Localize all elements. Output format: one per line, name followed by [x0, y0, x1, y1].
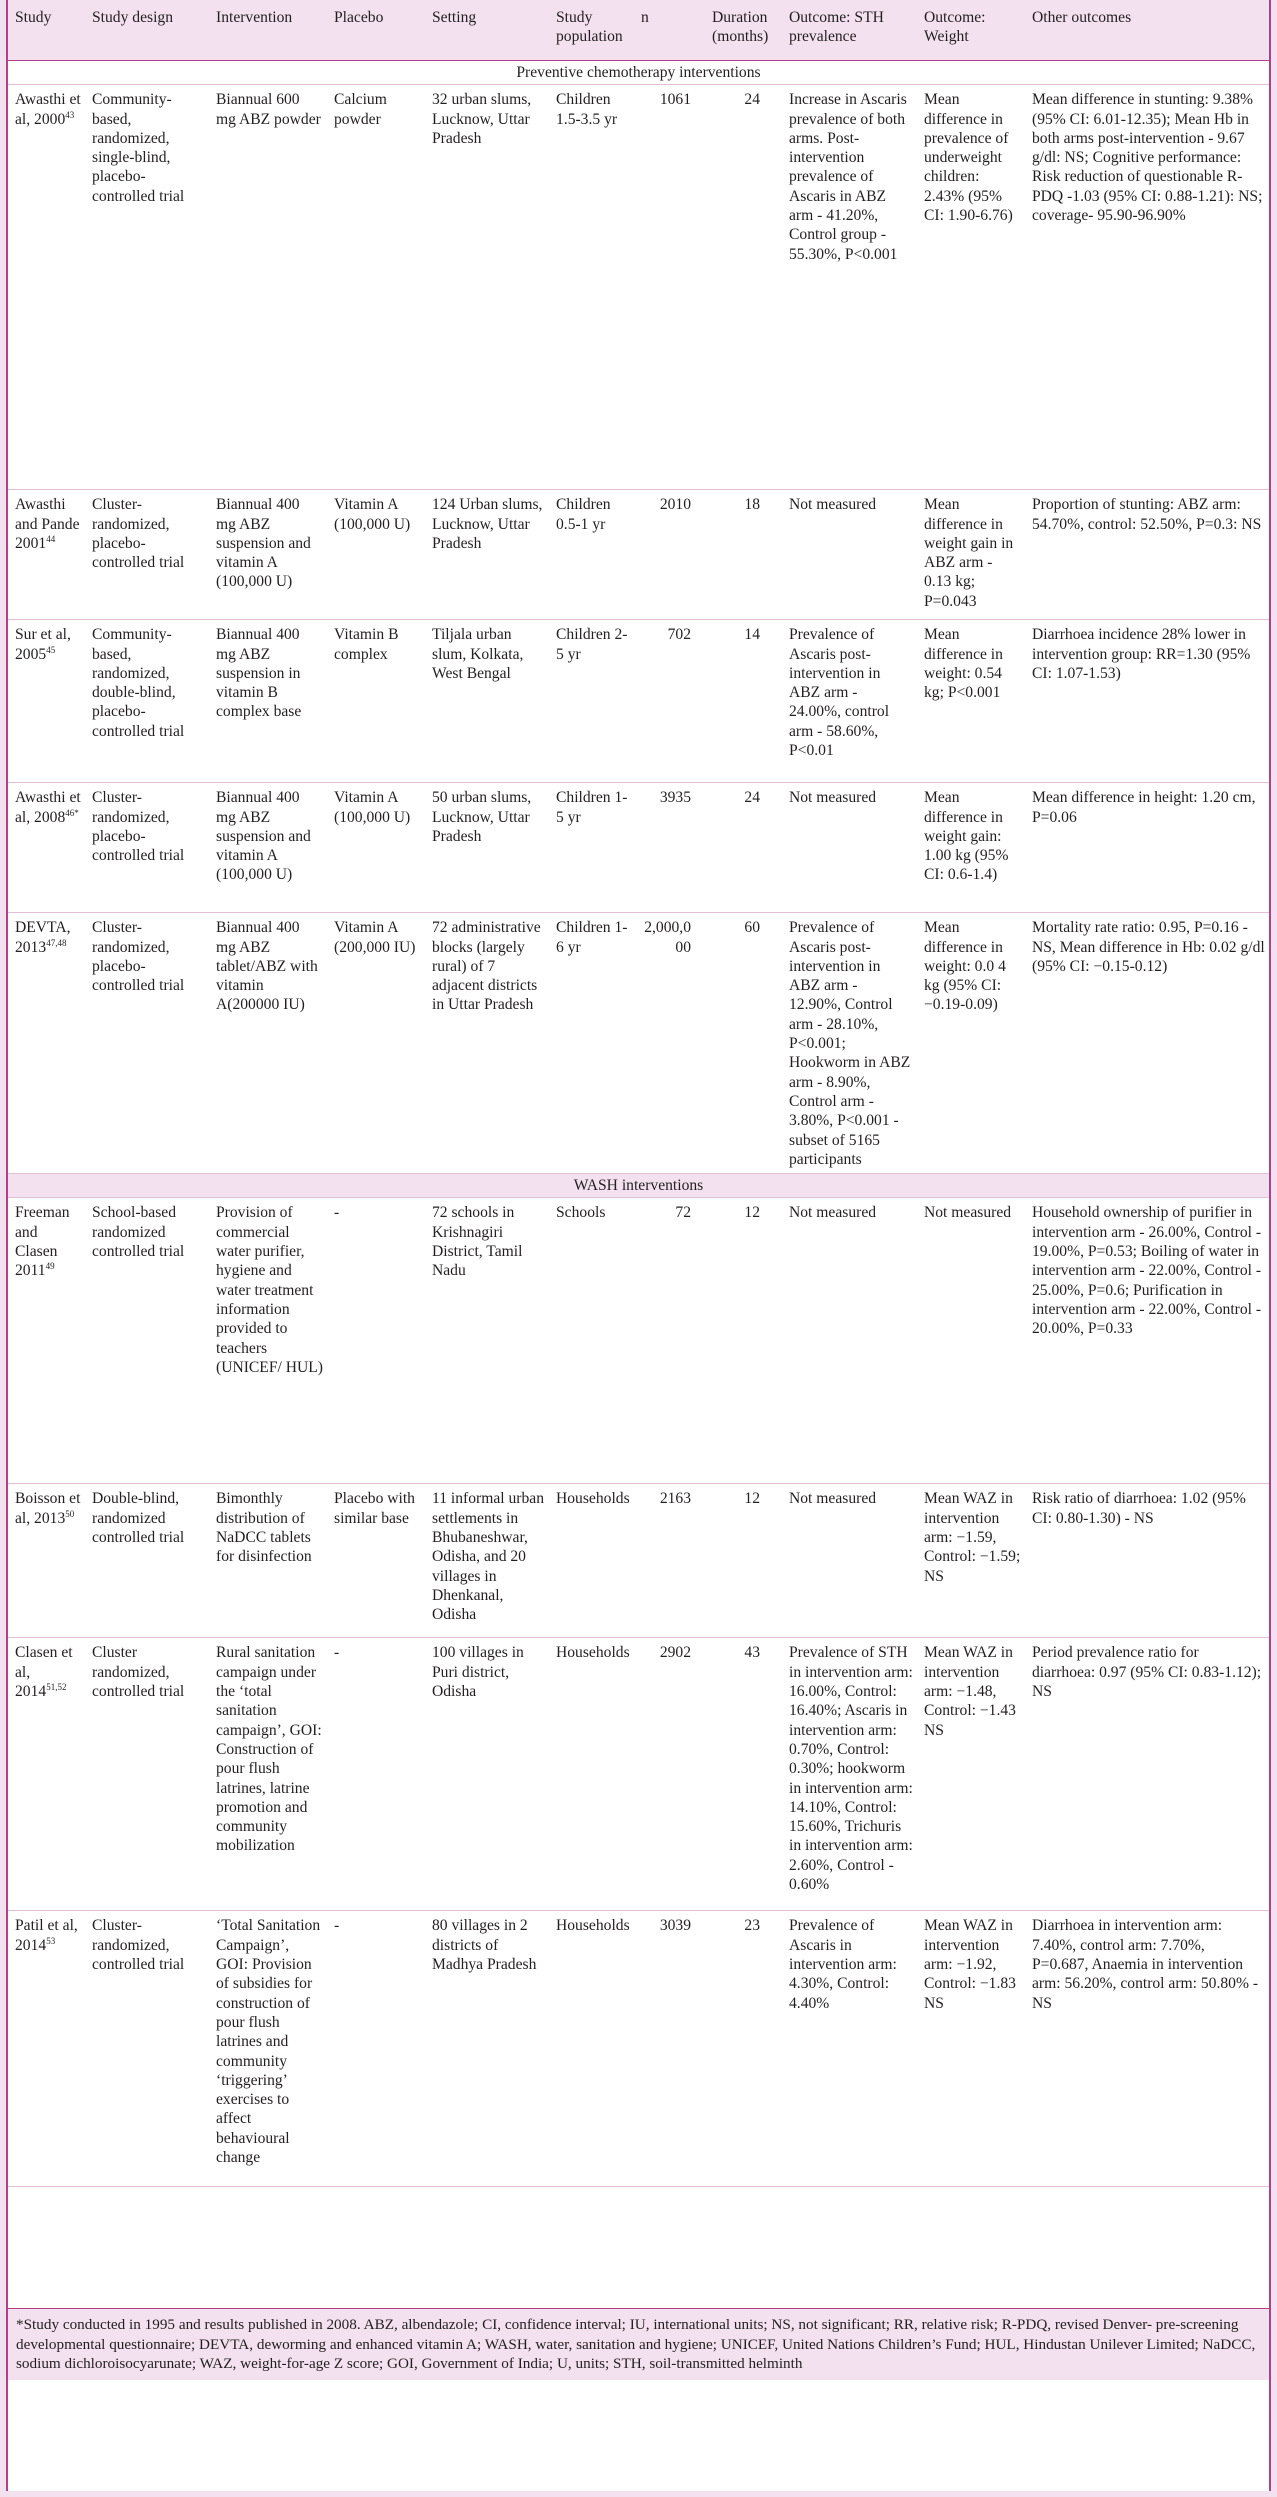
intervention-cell: ‘Total Sanitation Campaign’, GOI: Provision of subsidies for construction of pour flush latrines and community ‘triggering’ exercises to affect behavioural change: [209, 1911, 327, 2187]
intervention-cell: Biannual 400 mg ABZ suspension and vitamin A (100,000 U): [209, 783, 327, 913]
design-cell: Cluster-randomized, controlled trial: [85, 1911, 209, 2187]
study-cell: [8, 490, 85, 620]
table-header: [8, 0, 1269, 61]
table-row: [8, 1911, 1269, 2187]
weight-cell: Mean difference in weight: 0.0 4 kg (95% CI: −0.19-0.09): [917, 913, 1025, 1174]
placebo-cell: -: [327, 1911, 425, 2187]
duration-cell: 12: [705, 1484, 782, 1638]
study-cell: [8, 85, 85, 490]
design-cell: Double-blind, randomized controlled trial: [85, 1484, 209, 1638]
population-cell: Households: [549, 1911, 634, 2187]
reference-superscript: 46*: [65, 807, 79, 818]
intervention-cell: Provision of commercial water purifier, hygiene and water treatment information provided to teachers (UNICEF/ HUL): [209, 1198, 327, 1484]
duration-cell: 14: [705, 620, 782, 783]
table-body: [8, 61, 1269, 2187]
other-outcomes-cell: Risk ratio of diarrhoea: 1.02 (95% CI: 0.80-1.30) - NS: [1025, 1484, 1269, 1638]
weight-cell: Mean WAZ in intervention arm: −1.92, Control: −1.83 NS: [917, 1911, 1025, 2187]
study-name: Awasthi et al, 2000: [15, 91, 81, 128]
section-title: Preventive chemotherapy interventions: [8, 61, 1269, 85]
other-outcomes-cell: Mean difference in stunting: 9.38% (95% CI: 6.01-12.35); Mean Hb in both arms post-intervention - 9.67 g/dl: NS; Cognitive performance: Risk reduction of questionable R-PDQ -1.03 (95% CI: 0.88-1.21): NS; coverage- 95.90-96.90%: [1025, 85, 1269, 490]
population-cell: Children 1-6 yr: [549, 913, 634, 1174]
duration-cell: 12: [705, 1198, 782, 1484]
study-name: Freeman and Clasen 2011: [15, 1204, 70, 1280]
sth-prevalence-cell: Prevalence of Ascaris post-intervention in ABZ arm - 24.00%, control arm - 58.60%, P<0.01: [782, 620, 917, 783]
other-outcomes-cell: Mortality rate ratio: 0.95, P=0.16 - NS, Mean difference in Hb: 0.02 g/dl (95% CI: −0.15-0.12): [1025, 913, 1269, 1174]
setting-cell: Tiljala urban slum, Kolkata, West Bengal: [425, 620, 549, 783]
study-name: Boisson et al, 2013: [15, 1490, 81, 1527]
table-row: [8, 1638, 1269, 1911]
section-title: WASH interventions: [8, 1174, 1269, 1198]
population-cell: Households: [549, 1484, 634, 1638]
population-cell: Children 1.5-3.5 yr: [549, 85, 634, 490]
other-outcomes-cell: Period prevalence ratio for diarrhoea: 0.97 (95% CI: 0.83-1.12); NS: [1025, 1638, 1269, 1911]
population-cell: Schools: [549, 1198, 634, 1484]
n-cell: 2010: [634, 490, 705, 620]
setting-cell: 72 administrative blocks (largely rural) of 7 adjacent districts in Uttar Pradesh: [425, 913, 549, 1174]
n-cell: 72: [634, 1198, 705, 1484]
sth-prevalence-cell: Not measured: [782, 1198, 917, 1484]
reference-superscript: 47,48: [46, 937, 67, 948]
placebo-cell: Vitamin A (200,000 IU): [327, 913, 425, 1174]
column-header: n: [641, 9, 649, 26]
sth-prevalence-cell: Increase in Ascaris prevalence of both arms. Post-intervention prevalence of Ascaris in ABZ arm - 41.20%, Control group - 55.30%, P<0.001: [782, 85, 917, 490]
study-cell: [8, 620, 85, 783]
intervention-cell: Biannual 600 mg ABZ powder: [209, 85, 327, 490]
design-cell: Cluster-randomized, placebo-controlled trial: [85, 913, 209, 1174]
setting-cell: 32 urban slums, Lucknow, Uttar Pradesh: [425, 85, 549, 490]
n-cell: 3935: [634, 783, 705, 913]
weight-cell: Mean difference in prevalence of underweight children: 2.43% (95% CI: 1.90-6.76): [917, 85, 1025, 490]
section-row: [8, 1174, 1269, 1198]
study-cell: [8, 1911, 85, 2187]
weight-cell: Mean WAZ in intervention arm: −1.59, Control: −1.59; NS: [917, 1484, 1025, 1638]
study-name: Patil et al, 2014: [15, 1917, 78, 1954]
other-outcomes-cell: Proportion of stunting: ABZ arm: 54.70%, control: 52.50%, P=0.3: NS: [1025, 490, 1269, 620]
weight-cell: Mean WAZ in intervention arm: −1.48, Control: −1.43 NS: [917, 1638, 1025, 1911]
study-cell: [8, 913, 85, 1174]
reference-superscript: 45: [46, 644, 56, 655]
setting-cell: 50 urban slums, Lucknow, Uttar Pradesh: [425, 783, 549, 913]
population-cell: Children 1-5 yr: [549, 783, 634, 913]
column-header: Placebo: [334, 9, 384, 26]
sth-prevalence-cell: Not measured: [782, 783, 917, 913]
duration-cell: 24: [705, 85, 782, 490]
duration-cell: 23: [705, 1911, 782, 2187]
table-row: [8, 490, 1269, 620]
column-header: Study design: [92, 9, 174, 26]
study-name: DEVTA, 2013: [15, 919, 71, 956]
n-cell: 2,000,000: [634, 913, 705, 1174]
duration-cell: 43: [705, 1638, 782, 1911]
weight-cell: Not measured: [917, 1198, 1025, 1484]
other-outcomes-cell: Diarrhoea in intervention arm: 7.40%, control arm: 7.70%, P=0.687, Anaemia in intervention arm: 56.20%, control arm: 50.80% - NS: [1025, 1911, 1269, 2187]
setting-cell: 80 villages in 2 districts of Madhya Pradesh: [425, 1911, 549, 2187]
intervention-cell: Biannual 400 mg ABZ suspension in vitamin B complex base: [209, 620, 327, 783]
weight-cell: Mean difference in weight gain: 1.00 kg (95% CI: 0.6-1.4): [917, 783, 1025, 913]
design-cell: Cluster-randomized, placebo-controlled trial: [85, 490, 209, 620]
population-cell: Households: [549, 1638, 634, 1911]
table-row: [8, 913, 1269, 1174]
table-page: [6, 0, 1271, 2491]
population-cell: Children 2-5 yr: [549, 620, 634, 783]
reference-superscript: 49: [45, 1261, 55, 1272]
placebo-cell: Placebo with similar base: [327, 1484, 425, 1638]
design-cell: Cluster-randomized, placebo-controlled trial: [85, 783, 209, 913]
study-cell: [8, 1198, 85, 1484]
placebo-cell: Vitamin A (100,000 U): [327, 490, 425, 620]
weight-cell: Mean difference in weight: 0.54 kg; P<0.001: [917, 620, 1025, 783]
design-cell: Community-based, randomized, double-blind, placebo-controlled trial: [85, 620, 209, 783]
duration-cell: 18: [705, 490, 782, 620]
placebo-cell: -: [327, 1198, 425, 1484]
design-cell: Cluster randomized, controlled trial: [85, 1638, 209, 1911]
other-outcomes-cell: Diarrhoea incidence 28% lower in intervention group: RR=1.30 (95% CI: 1.07-1.53): [1025, 620, 1269, 783]
sth-prevalence-cell: Prevalence of Ascaris post-intervention in ABZ arm - 12.90%, Control arm - 28.10%, P<0.001; Hookworm in ABZ arm - 8.90%, Control arm - 3.80%, P<0.001 - subset of 5165 participants: [782, 913, 917, 1174]
table-footnote: *Study conducted in 1995 and results published in 2008. ABZ, albendazole; CI, confidence interval; IU, international units; NS, not significant; RR, relative risk; R-PDQ, revised Denver- pre-screening developmental questionnaire; DEVTA, deworming and enhanced vitamin A; WASH, water, sanitation and hygiene; UNICEF, United Nations Children’s Fund; HUL, Hindustan Unilever Limited; NaDCC, sodium dichloroisocyarunate; WAZ, weight-for-age Z score; GOI, Government of India; U, units; STH, soil-transmitted helminth: [8, 2308, 1269, 2380]
intervention-cell: Bimonthly distribution of NaDCC tablets for disinfection: [209, 1484, 327, 1638]
population-cell: Children 0.5-1 yr: [549, 490, 634, 620]
n-cell: 702: [634, 620, 705, 783]
column-header: Study: [15, 9, 52, 26]
study-cell: [8, 1638, 85, 1911]
duration-cell: 24: [705, 783, 782, 913]
placebo-cell: -: [327, 1638, 425, 1911]
reference-superscript: 53: [46, 1935, 56, 1946]
design-cell: Community-based, randomized, single-blind, placebo-controlled trial: [85, 85, 209, 490]
weight-cell: Mean difference in weight gain in ABZ arm - 0.13 kg; P=0.043: [917, 490, 1025, 620]
sth-prevalence-cell: Not measured: [782, 490, 917, 620]
column-header: Other outcomes: [1032, 9, 1132, 26]
intervention-cell: Biannual 400 mg ABZ suspension and vitamin A (100,000 U): [209, 490, 327, 620]
n-cell: 3039: [634, 1911, 705, 2187]
study-name: Clasen et al, 2014: [15, 1644, 73, 1701]
section-row: [8, 61, 1269, 85]
placebo-cell: Calcium powder: [327, 85, 425, 490]
table-row: [8, 1198, 1269, 1484]
reference-superscript: 51,52: [46, 1681, 67, 1692]
setting-cell: 100 villages in Puri district, Odisha: [425, 1638, 549, 1911]
column-header: Study population: [556, 9, 623, 46]
setting-cell: 72 schools in Krishnagiri District, Tamil Nadu: [425, 1198, 549, 1484]
column-header: Duration (months): [712, 9, 769, 46]
placebo-cell: Vitamin B complex: [327, 620, 425, 783]
other-outcomes-cell: Mean difference in height: 1.20 cm, P=0.06: [1025, 783, 1269, 913]
reference-superscript: 50: [65, 1508, 75, 1519]
intervention-cell: Rural sanitation campaign under the ‘total sanitation campaign’, GOI: Construction of pour flush latrines, latrine promotion and community mobilization: [209, 1638, 327, 1911]
column-header: Setting: [432, 9, 477, 26]
header-row: [8, 0, 1269, 61]
table-row: [8, 85, 1269, 490]
table-row: [8, 620, 1269, 783]
other-outcomes-cell: Household ownership of purifier in intervention arm - 26.00%, Control - 19.00%, P=0.53; Boiling of water in intervention arm - 22.00%, Control - 25.00%, P=0.6; Purification in intervention arm - 22.00%, Control - 20.00%, P=0.33: [1025, 1198, 1269, 1484]
placebo-cell: Vitamin A (100,000 U): [327, 783, 425, 913]
intervention-cell: Biannual 400 mg ABZ tablet/ABZ with vitamin A(200000 IU): [209, 913, 327, 1174]
study-table: [8, 0, 1269, 2187]
study-name: Awasthi et al, 2008: [15, 789, 81, 826]
table-row: [8, 1484, 1269, 1638]
sth-prevalence-cell: Prevalence of STH in intervention arm: 16.00%, Control: 16.40%; Ascaris in intervention arm: 0.70%, Control: 0.30%; hookworm in intervention arm: 14.10%, Control: 15.60%, Trichuris in intervention arm: 2.60%, Control - 0.60%: [782, 1638, 917, 1911]
setting-cell: 11 informal urban settlements in Bhubaneshwar, Odisha, and 20 villages in Dhenkanal, Odisha: [425, 1484, 549, 1638]
study-cell: [8, 783, 85, 913]
column-header: Intervention: [216, 9, 293, 26]
reference-superscript: 43: [65, 109, 75, 120]
n-cell: 2902: [634, 1638, 705, 1911]
study-name: Awasthi and Pande 2001: [15, 496, 80, 552]
table-row: [8, 783, 1269, 913]
sth-prevalence-cell: Not measured: [782, 1484, 917, 1638]
setting-cell: 124 Urban slums, Lucknow, Uttar Pradesh: [425, 490, 549, 620]
n-cell: 1061: [634, 85, 705, 490]
design-cell: School-based randomized controlled trial: [85, 1198, 209, 1484]
column-header: Outcome: STH prevalence: [789, 9, 884, 46]
sth-prevalence-cell: Prevalence of Ascaris in intervention arm: 4.30%, Control: 4.40%: [782, 1911, 917, 2187]
n-cell: 2163: [634, 1484, 705, 1638]
study-name: Sur et al, 2005: [15, 626, 71, 663]
duration-cell: 60: [705, 913, 782, 1174]
reference-superscript: 44: [46, 533, 56, 544]
study-cell: [8, 1484, 85, 1638]
column-header: Outcome: Weight: [924, 9, 986, 46]
